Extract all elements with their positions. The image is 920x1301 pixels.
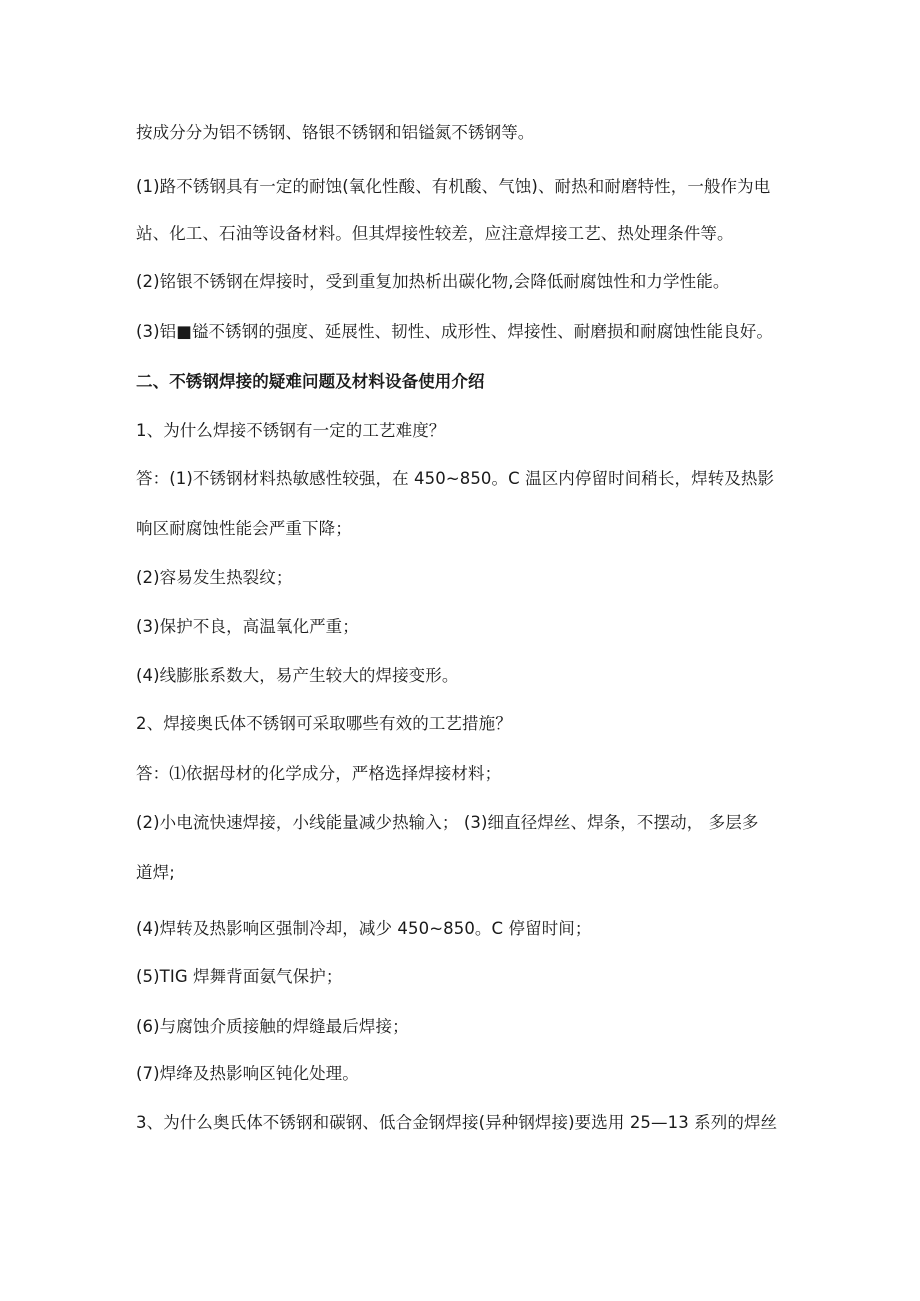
question-heading: 3、为什么奥氏体不锈钢和碳钢、低合金钢焊接(异种钢焊接)要选用 25—13 系列的焊丝	[136, 1113, 778, 1132]
text-line: (2)小电流快速焊接，小线能量减少热输入； (3)细直径焊丝、焊条，不摆动， 多层多	[136, 813, 759, 832]
text-line: (2)铭银不锈钢在焊接时，受到重复加热析出碳化物,会降低耐腐蚀性和力学性能。	[136, 272, 730, 291]
text-line: (4)焊转及热影响区强制冷却，减少 450~850。C 停留时间；	[136, 919, 592, 938]
question-heading: 2、焊接奥氏体不锈钢可采取哪些有效的工艺措施？	[136, 714, 512, 733]
text-line: (1)路不锈钢具有一定的耐蚀(氧化性酸、有机酸、气蚀)、耐热和耐磨特性，一般作为电	[136, 177, 771, 196]
question-heading: 1、为什么焊接不锈钢有一定的工艺难度？	[136, 421, 446, 440]
text-line: 站、化工、石油等设备材料。但其焊接性较差，应注意焊接工艺、热处理条件等。	[136, 224, 734, 243]
text-line: 道焊;	[136, 863, 175, 882]
text-line: (7)焊绛及热影响区钝化处理。	[136, 1064, 359, 1083]
text-line: (3)保护不良，高温氧化严重；	[136, 617, 359, 636]
text-line: (5)TIG 焊舞背面氨气保护；	[136, 967, 343, 986]
text-line: 答：⑴依据母材的化学成分，严格选择焊接材料；	[136, 764, 502, 783]
text-line: (6)与腐蚀介质接触的焊缝最后焊接；	[136, 1017, 409, 1036]
text-line: (3)铝■镒不锈钢的强度、延展性、韧性、成形性、焊接性、耐磨损和耐腐蚀性能良好。	[136, 322, 773, 341]
text-line: 响区耐腐蚀性能会严重下降；	[136, 519, 352, 538]
text-line: 答：(1)不锈钢材料热敏感性较强，在 450~850。C 温区内停留时间稍长，焊转及热影	[136, 469, 775, 488]
text-line: (2)容易发生热裂纹；	[136, 568, 293, 587]
section-heading: 二、不锈钢焊接的疑难问题及材料设备使用介绍	[136, 372, 485, 391]
text-line: 按成分分为铝不锈钢、铬银不锈钢和铝镒氮不锈钢等。	[136, 123, 535, 142]
text-line: (4)线膨胀系数大，易产生较大的焊接变形。	[136, 666, 459, 685]
